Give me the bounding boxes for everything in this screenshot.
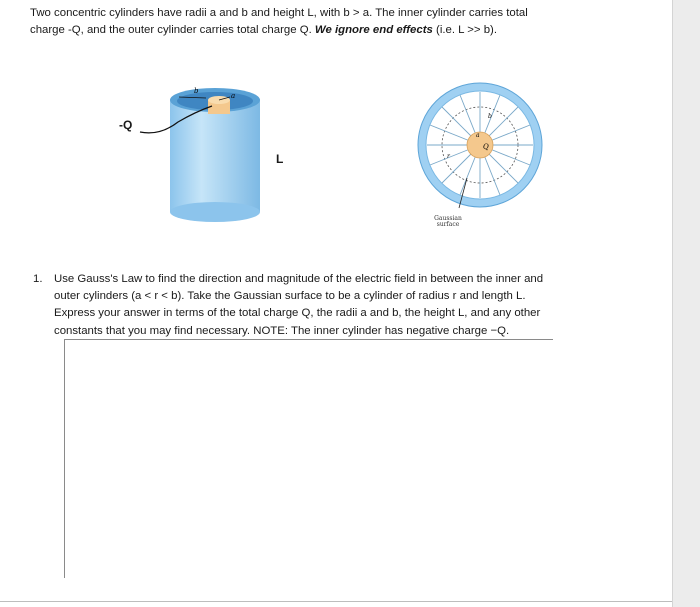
intro-line-1: Two concentric cylinders have radii a and b and height L, with b > a. The inner cylinder carries total [30,7,528,19]
label-a-side: a [231,92,236,100]
question-line-3: Express your answer in terms of the total charge Q, the radii a and b, the height L, and any other [54,307,541,320]
intro-line-2-start: charge -Q, and the outer cylinder carries total charge Q. [30,24,315,36]
outer-cylinder-body [170,100,260,212]
question-line-1: Use Gauss's Law to find the direction and magnitude of the electric field in between the inner and [54,273,544,285]
gaussian-label-line-2: surface [436,221,460,228]
label-r-cross: r [447,153,450,160]
cross-section-view [415,70,555,230]
label-b-side: b [194,87,199,95]
label-q-core: Q [483,143,489,151]
charge-label: -Q [119,118,133,132]
gaussian-surface-label [420,216,476,228]
intro-line-2 [30,22,590,39]
label-a-core: a [476,132,480,139]
intro-line-2-end: (i.e. L >> b). [432,24,498,36]
intro-emphasis: We ignore end effects [314,24,433,36]
problem-statement [30,5,590,39]
vertical-scrollbar[interactable] [672,0,700,607]
question-number: 1. [33,273,43,285]
inner-core [467,132,493,158]
cylinder-side-view [100,70,290,240]
answer-box[interactable] [64,339,553,578]
gaussian-label-line-1: Gaussian [434,215,462,222]
page-bottom-divider [0,601,672,602]
question-text [54,271,574,340]
length-label: L [276,152,284,166]
outer-cylinder-bottom [170,202,260,222]
label-b-cross: b [488,113,492,120]
question-line-2: outer cylinders (a < r < b). Take the Gaussian surface to be a cylinder of radius r and length L. [54,290,526,303]
question-line-4: constants that you may find necessary. NOTE: The inner cylinder has negative charge −Q. [54,324,510,337]
concentric-cylinders-figure [100,70,580,250]
